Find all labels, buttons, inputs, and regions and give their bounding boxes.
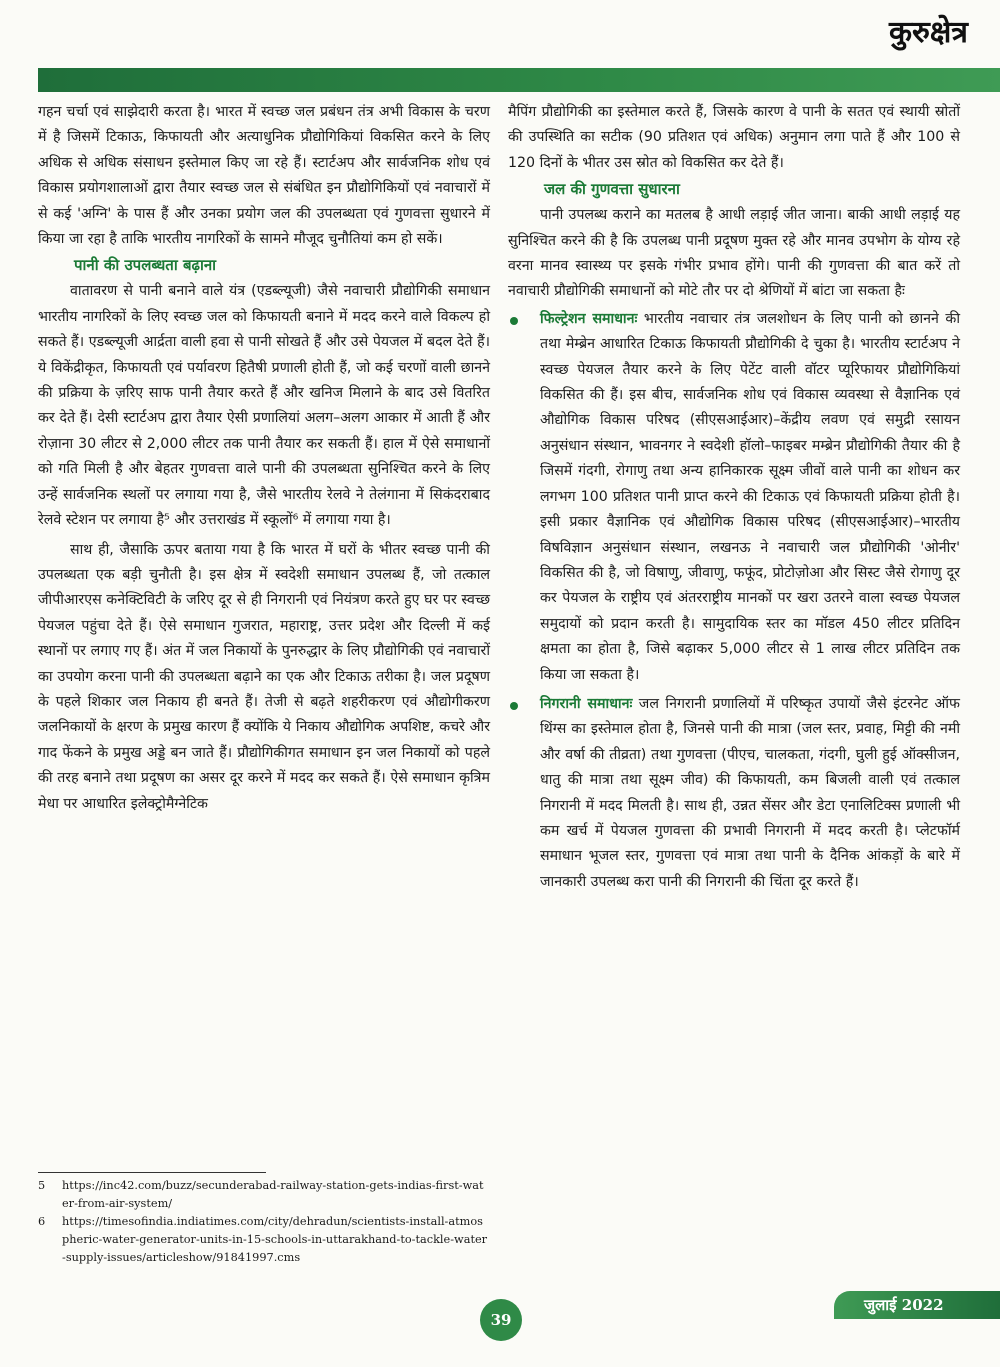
bullet-text: भारतीय नवाचार तंत्र जलशोधन के लिए पानी को छानने की तथा मेम्ब्रेन आधारित टिकाऊ किफायती प्रौद्योगिकी दे चुका है। भारतीय स्टार्टअप ने स्वच्छ पेयजल तैयार करने के लिए पेटेंट वाली वॉटर प्यूरिफायर प्रौद्योगिकियां विकसित की हैं। इस बीच, सार्वजनिक शोध एवं विकास व्यवस्था से वैज्ञानिक एवं औद्योगिक विकास परिषद (सीएसआईआर)–केंद्रीय लवण एवं समुद्री रसायन अनुसंधान संस्थान, भावनगर ने स्वदेशी हॉलो–फाइबर मम्ब्रेन प्रौद्योगिकी तैयार की है जिसमें गंदगी, रोगाणु तथा अन्य हानिकारक सूक्ष्म जीवों वाले पानी का शोधन कर लगभग 100 प्रतिशत पानी प्राप्त करने की टिकाऊ एवं किफायती प्रक्रिया होती है। इसी प्रकार वैज्ञानिक एवं औद्योगिक विकास परिषद (सीएसआईआर)–भारतीय विषविज्ञान अनुसंधान संस्थान, लखनऊ ने नवाचारी जल प्रौद्योगिकी 'ओनीर' विकसित की है, जो विषाणु, जीवाणु, फफूंद, प्रोटोज़ोआ और सिस्ट जैसे रोगाणु दूर कर पेयजल के राष्ट्रीय एवं अंतरराष्ट्रीय मानकों पर खरा उतरने वाला स्वच्छ पेयजल समुदायों को प्रदान करती है। सामुदायिक स्तर का मॉडल 450 लीटर प्रतिदिन क्षमता का होता है, जिसे बढ़ाकर 5,000 लीटर से 1 लाख लीटर प्रतिदिन तक किया जा सकता है। [540, 310, 960, 683]
footnote-link[interactable]: https://timesofindia.indiatimes.com/city/dehradun/scientists-install-atmospheric-water-generator-units-in-15-schools-in-uttarakhand-to-tackle-water-supply-issues/articleshow/91841997.cms [62, 1215, 488, 1264]
bullet-text: जल निगरानी प्रणालियों में परिष्कृत उपायों जैसे इंटरनेट ऑफ थिंग्स का इस्तेमाल होता है, जिनसे पानी की मात्रा (जल स्तर, प्रवाह, मिट्टी की नमी और वर्षा की तीव्रता) तथा गुणवत्ता (पीएच, चालकता, गंदगी, घुली हुई ऑक्सीजन, धातु की मात्रा तथा सूक्ष्म जीव) की किफायती, कम बिजली वाली एवं तत्काल निगरानी में मदद मिलती है। साथ ही, उन्नत सेंसर और डेटा एनालिटिक्स प्रणाली भी कम खर्च में पेयजल गुणवत्ता की प्रभावी निगरानी में मदद करती है। प्लेटफॉर्म समाधान भूजल स्तर, गुणवत्ता एवं मात्रा तथा पानी के दैनिक आंकड़ों के बारे में जानकारी उपलब्ध करा पानी की निगरानी की चिंता दूर करते हैं। [540, 695, 960, 890]
paragraph: साथ ही, जैसाकि ऊपर बताया गया है कि भारत में घरों के भीतर स्वच्छ पानी की उपलब्धता एक बड़ी चुनौती है। इस क्षेत्र में स्वदेशी समाधान उपलब्ध हैं, जो तत्काल जीपीआरएस कनेक्टिविटी के जरिए दूर से ही निगरानी एवं नियंत्रण करते हुए घर पर स्वच्छ पेयजल पहुंचा देते हैं। ऐसे समाधान गुजरात, महाराष्ट्र, उत्तर प्रदेश और दिल्ली में कई स्थानों पर लगाए गए हैं। अंत में जल निकायों के पुनरुद्धार के लिए प्रौद्योगिकी एवं नवाचारों का उपयोग करना पानी की उपलब्धता बढ़ाने का एक और टिकाऊ तरीका है। जल प्रदूषण के पहले शिकार जल निकाय ही बनते हैं। तेजी से बढ़ते शहरीकरण एवं औद्योगीकरण जलनिकायों के क्षरण के प्रमुख कारण हैं क्योंकि ये निकाय औद्योगिक अपशिष्ट, कचरे और गाद फेंकने के प्रमुख अड्डे बन जाते हैं। प्रौद्योगिकीगत समाधान इन जल निकायों को पहले की तरह बनाने तथा प्रदूषण का असर दूर करने में मदद कर सकते हैं। ऐसे समाधान कृत्रिम मेधा पर आधारित इलेक्ट्रोमैग्नेटिक [38, 541, 490, 812]
paragraph: वातावरण से पानी बनाने वाले यंत्र (एडब्ल्यूजी) जैसे नवाचारी प्रौद्योगिकी समाधान भारतीय नागरिकों के लिए स्वच्छ जल को किफायती बनाने में मदद करने वाले विकल्प हो सकते हैं। एडब्ल्यूजी आर्द्रता वाली हवा से पानी सोखते हैं और उसे पेयजल में बदल देते हैं। ये विकेंद्रीकृत, किफायती एवं पर्यावरण हितैषी प्रणाली होती हैं, जो कई चरणों वाली छानने की प्रक्रिया के ज़रिए साफ पानी तैयार करते हैं और खनिज मिलाने के बाद उसे वितरित कर देते हैं। देसी स्टार्टअप द्वारा तैयार ऐसी प्रणालियां अलग–अलग आकार में आती हैं और रोज़ाना 30 लीटर से 2,000 लीटर तक पानी तैयार कर सकती हैं। हाल में ऐसे समाधानों को गति मिली है और बेहतर गुणवत्ता वाले पानी की उपलब्धता सुनिश्चित करने के लिए उन्हें सार्वजनिक स्थलों पर लगाया गया है, जैसे भारतीय रेलवे ने तेलंगाना में सिकंदराबाद रेलवे स्टेशन पर लगाया है⁵ और उत्तराखंड में स्कूलों⁶ में लगाया गया है। [38, 283, 490, 529]
bullet-heading: फिल्ट्रेशन समाधानः [540, 310, 638, 327]
bullet-dot-icon [510, 317, 518, 325]
footnote-number: 5 [38, 1179, 46, 1192]
paragraph: गहन चर्चा एवं साझेदारी करता है। भारत में स्वच्छ जल प्रबंधन तंत्र अभी विकास के चरण में है जिसमें टिकाऊ, किफायती और अत्याधुनिक प्रौद्योगिकियां विकसित करने के लिए अधिक से अधिक संसाधन इस्तेमाल किए जा रहे हैं। स्टार्टअप और सार्वजनिक शोध एवं विकास प्रयोगशालाओं द्वारा तैयार स्वच्छ जल से संबंधित इन प्रौद्योगिकियों एवं नवाचारों में से कई 'अग्नि' के पास हैं और उनका प्रयोग जल की उपलब्धता एवं गुणवत्ता सुधारने में किया जा रहा है ताकि भारतीय नागरिकों के सामने मौजूद चुनौतियां कम हो सकें। [38, 104, 490, 248]
paragraph: पानी उपलब्ध कराने का मतलब है आधी लड़ाई जीत जाना। बाकी आधी लड़ाई यह सुनिश्चित करने की है कि उपलब्ध पानी प्रदूषण मुक्त रहे और मानव उपभोग के योग्य रहे वरना मानव स्वास्थ्य पर इसके गंभीर प्रभाव होंगे। पानी की गुणवत्ता की बात करें तो नवाचारी प्रौद्योगिकी समाधानों को मोटे तौर पर दो श्रेणियों में बांटा जा सकता हैः [508, 207, 960, 300]
header-band [38, 68, 1000, 92]
footnote-link[interactable]: https://inc42.com/buzz/secunderabad-railway-station-gets-indias-first-water-from-air-system/ [62, 1179, 484, 1210]
bullet-heading: निगरानी समाधानः [540, 695, 633, 712]
right-column [508, 100, 960, 899]
footnote-divider [38, 1172, 266, 1173]
bullet-item-monitoring [508, 692, 960, 895]
bullet-dot-icon [510, 702, 518, 710]
issue-date: जुलाई 2022 [834, 1291, 1000, 1319]
section-heading: जल की गुणवत्ता सुधारना [544, 180, 680, 199]
bullet-item-filtration [508, 307, 960, 688]
left-column [38, 100, 490, 817]
magazine-masthead: कुरुक्षेत्र [888, 15, 968, 50]
section-heading: पानी की उपलब्धता बढ़ाना [74, 256, 217, 275]
footnote-item [38, 1177, 490, 1213]
page-number: 39 [480, 1299, 522, 1341]
paragraph: मैपिंग प्रौद्योगिकी का इस्तेमाल करते हैं, जिसके कारण वे पानी के सतत एवं स्थायी स्रोतों की उपस्थिति का सटीक (90 प्रतिशत एवं अधिक) अनुमान लगा पाते हैं और 100 से 120 दिनों के भीतर उस स्रोत को विकसित कर देते हैं। [508, 104, 960, 171]
footnote-item [38, 1213, 490, 1267]
footnotes [38, 1172, 490, 1267]
footnote-number: 6 [38, 1215, 46, 1228]
